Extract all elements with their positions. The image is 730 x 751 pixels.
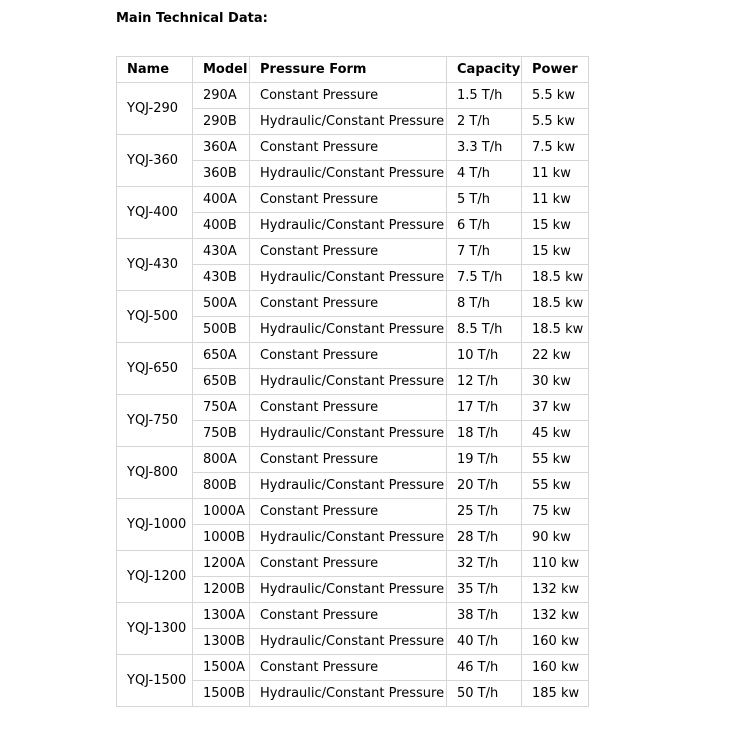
power-cell: 5.5 kw	[522, 109, 589, 135]
model-cell: 750A	[193, 395, 250, 421]
model-cell: 1300B	[193, 629, 250, 655]
pressure-form-cell: Hydraulic/Constant Pressure	[250, 213, 447, 239]
capacity-cell: 2 T/h	[447, 109, 522, 135]
model-cell: 430A	[193, 239, 250, 265]
power-cell: 15 kw	[522, 213, 589, 239]
machine-name-cell: YQJ-500	[117, 291, 193, 343]
capacity-cell: 1.5 T/h	[447, 83, 522, 109]
model-cell: 650A	[193, 343, 250, 369]
machine-name-cell: YQJ-1000	[117, 499, 193, 551]
capacity-cell: 28 T/h	[447, 525, 522, 551]
table-row	[117, 187, 589, 213]
power-cell: 5.5 kw	[522, 83, 589, 109]
capacity-cell: 8 T/h	[447, 291, 522, 317]
machine-name-cell: YQJ-400	[117, 187, 193, 239]
model-cell: 1000B	[193, 525, 250, 551]
power-cell: 45 kw	[522, 421, 589, 447]
capacity-cell: 46 T/h	[447, 655, 522, 681]
table-row	[117, 135, 589, 161]
technical-data-table	[116, 56, 589, 707]
power-cell: 132 kw	[522, 577, 589, 603]
power-cell: 18.5 kw	[522, 317, 589, 343]
pressure-form-cell: Constant Pressure	[250, 499, 447, 525]
capacity-cell: 17 T/h	[447, 395, 522, 421]
pressure-form-cell: Hydraulic/Constant Pressure	[250, 161, 447, 187]
column-header-capacity: Capacity	[447, 57, 522, 83]
power-cell: 7.5 kw	[522, 135, 589, 161]
capacity-cell: 35 T/h	[447, 577, 522, 603]
model-cell: 400B	[193, 213, 250, 239]
pressure-form-cell: Constant Pressure	[250, 655, 447, 681]
power-cell: 132 kw	[522, 603, 589, 629]
model-cell: 500A	[193, 291, 250, 317]
table-row	[117, 239, 589, 265]
power-cell: 11 kw	[522, 161, 589, 187]
pressure-form-cell: Hydraulic/Constant Pressure	[250, 681, 447, 707]
power-cell: 55 kw	[522, 473, 589, 499]
machine-name-cell: YQJ-650	[117, 343, 193, 395]
power-cell: 15 kw	[522, 239, 589, 265]
capacity-cell: 3.3 T/h	[447, 135, 522, 161]
pressure-form-cell: Hydraulic/Constant Pressure	[250, 473, 447, 499]
model-cell: 1300A	[193, 603, 250, 629]
pressure-form-cell: Hydraulic/Constant Pressure	[250, 265, 447, 291]
section-heading: Main Technical Data:	[116, 11, 268, 26]
table-row	[117, 291, 589, 317]
machine-name-cell: YQJ-800	[117, 447, 193, 499]
pressure-form-cell: Hydraulic/Constant Pressure	[250, 369, 447, 395]
capacity-cell: 20 T/h	[447, 473, 522, 499]
capacity-cell: 7 T/h	[447, 239, 522, 265]
table-row	[117, 447, 589, 473]
capacity-cell: 6 T/h	[447, 213, 522, 239]
pressure-form-cell: Constant Pressure	[250, 291, 447, 317]
machine-name-cell: YQJ-1500	[117, 655, 193, 707]
model-cell: 500B	[193, 317, 250, 343]
capacity-cell: 7.5 T/h	[447, 265, 522, 291]
power-cell: 18.5 kw	[522, 265, 589, 291]
power-cell: 160 kw	[522, 629, 589, 655]
machine-name-cell: YQJ-1300	[117, 603, 193, 655]
table-header-row	[117, 57, 589, 83]
pressure-form-cell: Constant Pressure	[250, 343, 447, 369]
pressure-form-cell: Hydraulic/Constant Pressure	[250, 577, 447, 603]
power-cell: 75 kw	[522, 499, 589, 525]
capacity-cell: 10 T/h	[447, 343, 522, 369]
table-body	[117, 83, 589, 707]
model-cell: 1200B	[193, 577, 250, 603]
model-cell: 1500B	[193, 681, 250, 707]
machine-name-cell: YQJ-290	[117, 83, 193, 135]
pressure-form-cell: Constant Pressure	[250, 239, 447, 265]
power-cell: 55 kw	[522, 447, 589, 473]
capacity-cell: 5 T/h	[447, 187, 522, 213]
capacity-cell: 40 T/h	[447, 629, 522, 655]
machine-name-cell: YQJ-360	[117, 135, 193, 187]
power-cell: 11 kw	[522, 187, 589, 213]
power-cell: 22 kw	[522, 343, 589, 369]
pressure-form-cell: Constant Pressure	[250, 447, 447, 473]
power-cell: 18.5 kw	[522, 291, 589, 317]
model-cell: 1200A	[193, 551, 250, 577]
column-header-name: Name	[117, 57, 193, 83]
model-cell: 430B	[193, 265, 250, 291]
column-header-model: Model	[193, 57, 250, 83]
model-cell: 800B	[193, 473, 250, 499]
pressure-form-cell: Hydraulic/Constant Pressure	[250, 525, 447, 551]
pressure-form-cell: Constant Pressure	[250, 395, 447, 421]
model-cell: 290B	[193, 109, 250, 135]
capacity-cell: 19 T/h	[447, 447, 522, 473]
power-cell: 37 kw	[522, 395, 589, 421]
pressure-form-cell: Hydraulic/Constant Pressure	[250, 317, 447, 343]
model-cell: 750B	[193, 421, 250, 447]
power-cell: 160 kw	[522, 655, 589, 681]
capacity-cell: 12 T/h	[447, 369, 522, 395]
pressure-form-cell: Constant Pressure	[250, 603, 447, 629]
pressure-form-cell: Constant Pressure	[250, 187, 447, 213]
table-row	[117, 655, 589, 681]
power-cell: 110 kw	[522, 551, 589, 577]
column-header-power: Power	[522, 57, 589, 83]
table-row	[117, 603, 589, 629]
table-row	[117, 551, 589, 577]
pressure-form-cell: Constant Pressure	[250, 83, 447, 109]
model-cell: 400A	[193, 187, 250, 213]
table-row	[117, 343, 589, 369]
capacity-cell: 4 T/h	[447, 161, 522, 187]
model-cell: 290A	[193, 83, 250, 109]
table-row	[117, 395, 589, 421]
table-row	[117, 499, 589, 525]
pressure-form-cell: Constant Pressure	[250, 135, 447, 161]
pressure-form-cell: Constant Pressure	[250, 551, 447, 577]
pressure-form-cell: Hydraulic/Constant Pressure	[250, 629, 447, 655]
capacity-cell: 25 T/h	[447, 499, 522, 525]
machine-name-cell: YQJ-1200	[117, 551, 193, 603]
model-cell: 650B	[193, 369, 250, 395]
model-cell: 360B	[193, 161, 250, 187]
model-cell: 360A	[193, 135, 250, 161]
machine-name-cell: YQJ-430	[117, 239, 193, 291]
model-cell: 800A	[193, 447, 250, 473]
table-row	[117, 83, 589, 109]
capacity-cell: 50 T/h	[447, 681, 522, 707]
machine-name-cell: YQJ-750	[117, 395, 193, 447]
column-header-pressure-form: Pressure Form	[250, 57, 447, 83]
model-cell: 1000A	[193, 499, 250, 525]
capacity-cell: 18 T/h	[447, 421, 522, 447]
model-cell: 1500A	[193, 655, 250, 681]
pressure-form-cell: Hydraulic/Constant Pressure	[250, 421, 447, 447]
capacity-cell: 38 T/h	[447, 603, 522, 629]
capacity-cell: 32 T/h	[447, 551, 522, 577]
power-cell: 90 kw	[522, 525, 589, 551]
capacity-cell: 8.5 T/h	[447, 317, 522, 343]
pressure-form-cell: Hydraulic/Constant Pressure	[250, 109, 447, 135]
power-cell: 30 kw	[522, 369, 589, 395]
power-cell: 185 kw	[522, 681, 589, 707]
